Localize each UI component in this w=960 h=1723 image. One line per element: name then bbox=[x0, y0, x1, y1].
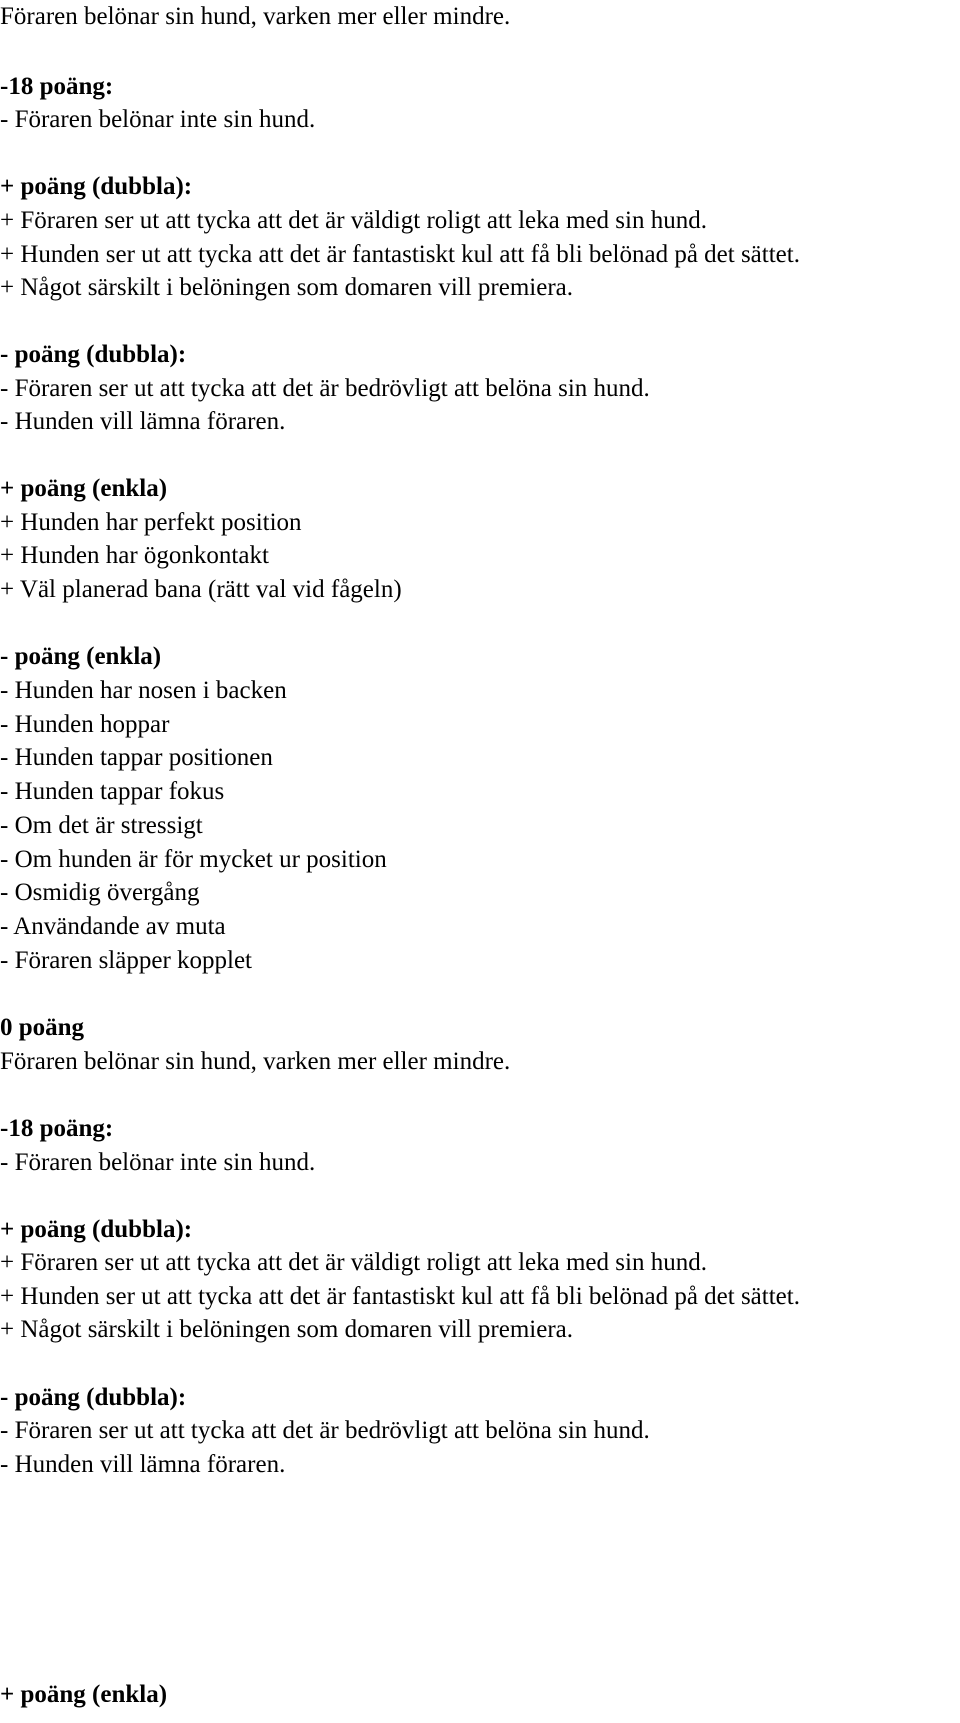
text-line: - Föraren belönar inte sin hund. bbox=[0, 1149, 316, 1176]
text-line: - Hunden tappar positionen bbox=[0, 744, 273, 771]
text-line: + Hunden ser ut att tycka att det är fantastiskt kul att få bli belönad på det sättet. bbox=[0, 1283, 800, 1310]
text-line: - Föraren släpper kopplet bbox=[0, 947, 253, 974]
text-line: + Föraren ser ut att tycka att det är väldigt roligt att leka med sin hund. bbox=[0, 207, 707, 234]
text-line: - Hunden vill lämna föraren. bbox=[0, 408, 286, 435]
text-line: - Om det är stressigt bbox=[0, 812, 203, 839]
text-line: Föraren belönar sin hund, varken mer eller mindre. bbox=[0, 3, 511, 30]
text-line: - Hunden hoppar bbox=[0, 711, 170, 738]
text-line: + Väl planerad bana (rätt val vid fågeln) bbox=[0, 576, 402, 603]
text-line: - Föraren ser ut att tycka att det är bedrövligt att belöna sin hund. bbox=[0, 1417, 650, 1444]
section-heading: 0 poäng bbox=[0, 1014, 85, 1041]
section-heading: + poäng (dubbla): bbox=[0, 1216, 193, 1243]
section-heading: - poäng (enkla) bbox=[0, 643, 162, 670]
section-heading: -18 poäng: bbox=[0, 1115, 114, 1142]
section-heading: + poäng (enkla) bbox=[0, 1681, 168, 1708]
section-heading: - poäng (dubbla): bbox=[0, 1384, 187, 1411]
text-line: - Hunden vill lämna föraren. bbox=[0, 1451, 286, 1478]
text-line: + Hunden har ögonkontakt bbox=[0, 542, 269, 569]
text-line: - Föraren ser ut att tycka att det är bedrövligt att belöna sin hund. bbox=[0, 375, 650, 402]
section-heading: + poäng (enkla) bbox=[0, 475, 168, 502]
text-line: - Hunden tappar fokus bbox=[0, 778, 225, 805]
text-line: - Hunden har nosen i backen bbox=[0, 677, 287, 704]
section-heading: - poäng (dubbla): bbox=[0, 341, 187, 368]
text-line: - Om hunden är för mycket ur position bbox=[0, 846, 387, 873]
section-heading: + poäng (dubbla): bbox=[0, 173, 193, 200]
text-line: + Något särskilt i belöningen som domaren vill premiera. bbox=[0, 274, 573, 301]
text-line: Föraren belönar sin hund, varken mer eller mindre. bbox=[0, 1048, 511, 1075]
text-line: - Osmidig övergång bbox=[0, 879, 200, 906]
text-line: - Föraren belönar inte sin hund. bbox=[0, 106, 316, 133]
text-line: + Hunden ser ut att tycka att det är fantastiskt kul att få bli belönad på det sättet. bbox=[0, 241, 800, 268]
text-line: + Något särskilt i belöningen som domaren vill premiera. bbox=[0, 1316, 573, 1343]
section-heading: -18 poäng: bbox=[0, 73, 114, 100]
text-line: - Användande av muta bbox=[0, 913, 226, 940]
text-line: + Föraren ser ut att tycka att det är väldigt roligt att leka med sin hund. bbox=[0, 1249, 707, 1276]
text-line: + Hunden har perfekt position bbox=[0, 509, 302, 536]
